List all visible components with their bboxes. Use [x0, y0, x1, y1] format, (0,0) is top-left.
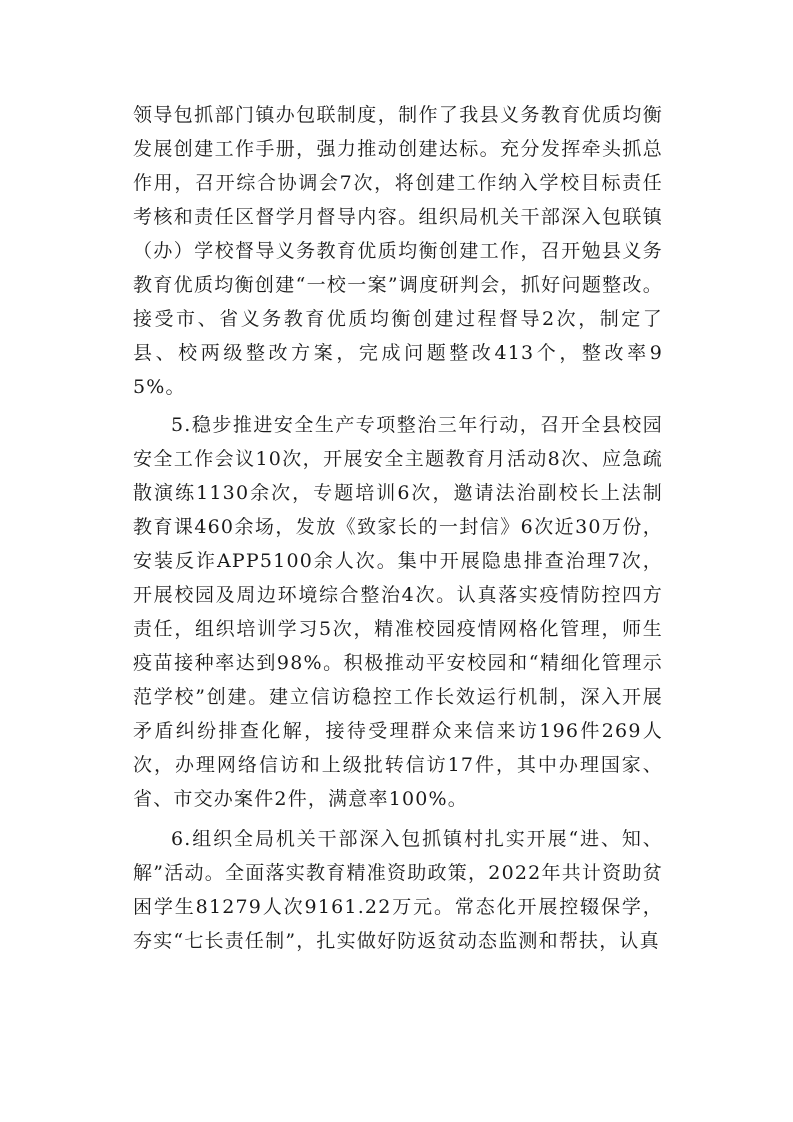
paragraph-item-5: 5.稳步推进安全生产专项整治三年行动，召开全县校园安全工作会议10次，开展安全主题教育月活动8次、应急疏散演练1130余次，专题培训6次，邀请法治副校长上法制教育课460余场，发放《致家长的一封信》6次近30万份，安装反诈APP5100余人次。集中开展隐患排查治理7次，开展校园及周边环境综合整治4次。认真落实疫情防控四方责任，组织培训学习5次，精准校园疫情网格化管理，师生疫苗接种率达到98%。积极推动平安校园和“精细化管理示范学校”创建。建立信访稳控工作长效运行机制，深入开展矛盾纠纷排查化解，接待受理群众来信来访196件269人次，办理网络信访和上级批转信访17件，其中办理国家、省、市交办案件2件，满意率100%。 [133, 414, 663, 810]
paragraph-continuation: 领导包抓部门镇办包联制度，制作了我县义务教育优质均衡发展创建工作手册，强力推动创建达标。充分发挥牵头抓总作用，召开综合协调会7次，将创建工作纳入学校目标责任考核和责任区督学月督导内容。组织局机关干部深入包联镇（办）学校督导义务教育优质均衡创建工作，召开勉县义务教育优质均衡创建“一校一案”调度研判会，抓好问题整改。接受市、省义务教育优质均衡创建过程督导2次，制定了县、校两级整改方案，完成问题整改413个，整改率95%。 [133, 104, 663, 398]
document-body [133, 98, 663, 958]
paragraph-item-6: 6.组织全局机关干部深入包抓镇村扎实开展“进、知、解”活动。全面落实教育精准资助政策，2022年共计资助贫困学生81279人次9161.22万元。常态化开展控辍保学，夯实“七长责任制”，扎实做好防返贫动态监测和帮扶，认真 [133, 828, 663, 952]
